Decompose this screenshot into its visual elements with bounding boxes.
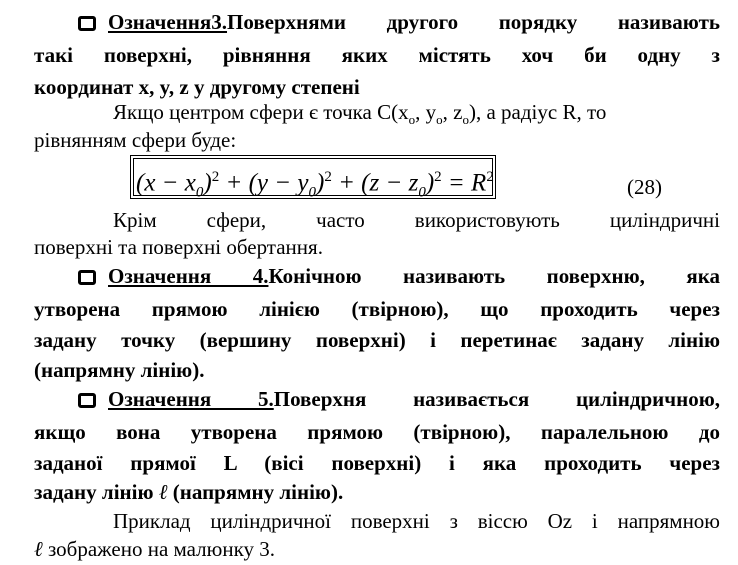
script-l-symbol: ℓ [158,480,168,504]
definition-4-line-4: (напрямну лінію). [34,358,205,382]
definition-4-line-1 [78,264,720,288]
definition-3-label: Означення3. [108,10,228,34]
definition-4-line-3: задану точку (вершину поверхні) і перетинає задану лінію [34,328,720,352]
square-marker-icon [78,393,96,408]
sphere-paragraph-line-1: Якщо центром сфери є точка $C(x_о$, $y_о$, $z_о$), а радіус R, то [113,100,607,128]
paragraph-2-line-2: поверхні та поверхні обертання. [34,235,323,259]
sphere-equation: $(x - x_0)^2 + (y - y_0)^2 + (z - z_0)^2 = R^2$ [136,169,494,201]
square-marker-icon [78,270,96,285]
definition-3-line-2: такі поверхні, рівняння яких містять хоч би одну з [34,43,720,67]
definition-3-line-3: координат x, y, z у другому степені [34,75,360,99]
definition-3-line-1 [78,10,720,34]
square-marker-icon [78,16,96,31]
definition-5-label: Означення 5. [108,387,274,411]
definition-4-label: Означення 4. [108,264,269,288]
script-l-symbol: ℓ [34,537,43,561]
definition-5-line-2: якщо вона утворена прямою (твірною), паралельною до [34,420,720,444]
paragraph-2-line-1: Крім сфери, часто використовують циліндричні [113,208,720,232]
definition-5-line-1 [78,387,720,411]
paragraph-3-line-2: ℓ зображено на малюнку 3. [34,537,275,561]
paragraph-3-line-1: Приклад циліндричної поверхні з віссю Oz і напрямною [113,509,720,533]
definition-4-text-1: Конічною називають поверхню, яка [268,264,720,288]
definition-3-text-1: Поверхнями другого порядку називають [227,10,720,34]
definition-5-line-4: задану лінію ℓ (напрямну лінію). [34,480,344,504]
equation-number: (28) [627,175,662,199]
definition-4-line-2: утворена прямою лінією (твірною), що проходить через [34,297,720,321]
definition-5-line-3: заданої прямої L (вісі поверхні) і яка проходить через [34,451,720,475]
definition-5-text-1: Поверхня називається циліндричною, [273,387,720,411]
sphere-paragraph-line-2: рівнянням сфери буде: [34,128,237,152]
